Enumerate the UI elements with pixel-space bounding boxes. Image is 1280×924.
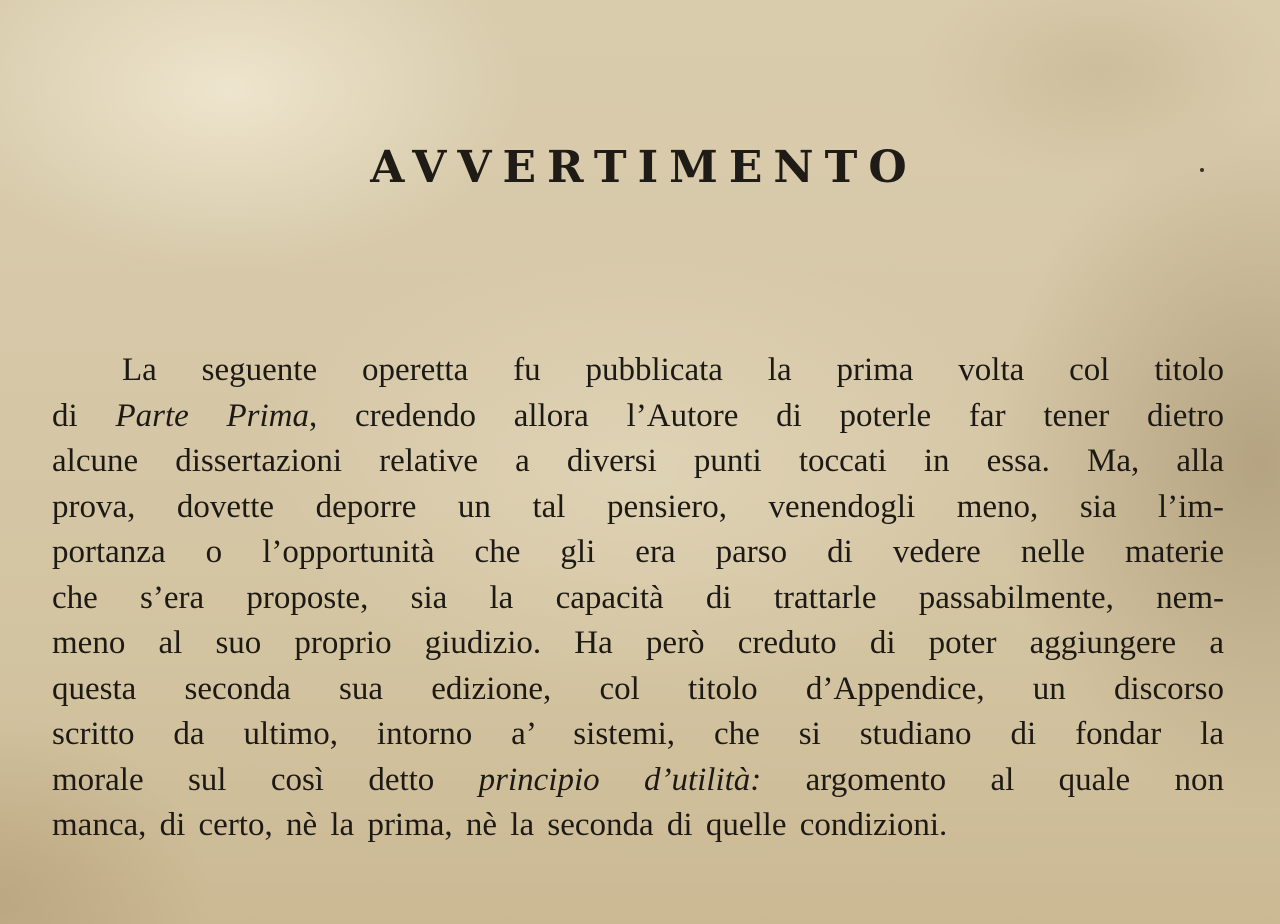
text-line xyxy=(52,667,1224,713)
line-text: alcune dissertazioni relative a diversi punti toccati in essa. Ma, alla xyxy=(52,443,1224,479)
line-text: questa seconda sua edizione, col titolo d’Appendice, un discorso xyxy=(52,670,1224,707)
text-line xyxy=(52,576,1224,622)
text-line xyxy=(52,758,1224,804)
line-text: scritto da ultimo, intorno a’ sistemi, che si studiano di fondar la xyxy=(52,716,1224,752)
text-line xyxy=(52,485,1224,531)
line-text: manca, di certo, nè la prima, nè la seconda di quelle condizioni. xyxy=(52,807,948,843)
line-text: argomento al quale non xyxy=(761,761,1224,798)
line-text: meno al suo proprio giudizio. Ha però creduto di poter aggiungere a xyxy=(52,625,1224,661)
line-text: morale sul così detto xyxy=(52,761,479,798)
line-text: , credendo allora l’Autore di poterle far tener dietro xyxy=(309,397,1224,434)
text-line xyxy=(52,803,1224,849)
text-line xyxy=(52,712,1224,758)
text-line xyxy=(52,394,1224,440)
text-line xyxy=(52,621,1224,667)
text-line xyxy=(52,439,1224,485)
line-text: prova, dovette deporre un tal pensiero, venendogli meno, sia l’im- xyxy=(52,488,1224,525)
body-paragraph xyxy=(52,348,1224,849)
text-line xyxy=(52,530,1224,576)
line-text: che s’era proposte, sia la capacità di trattarle passabilmente, nem- xyxy=(52,579,1224,616)
line-text: La seguente operetta fu pubblicata la prima volta col titolo xyxy=(122,352,1224,388)
line-text: portanza o l’opportunità che gli era parso di vedere nelle materie xyxy=(52,534,1224,570)
paper-speck xyxy=(1200,168,1204,172)
page-title: AVVERTIMENTO xyxy=(370,142,918,193)
line-text: di xyxy=(52,397,116,434)
italic-phrase: principio d’utilità: xyxy=(478,761,762,798)
italic-title: Parte Prima xyxy=(115,397,310,434)
text-line xyxy=(52,348,1224,394)
